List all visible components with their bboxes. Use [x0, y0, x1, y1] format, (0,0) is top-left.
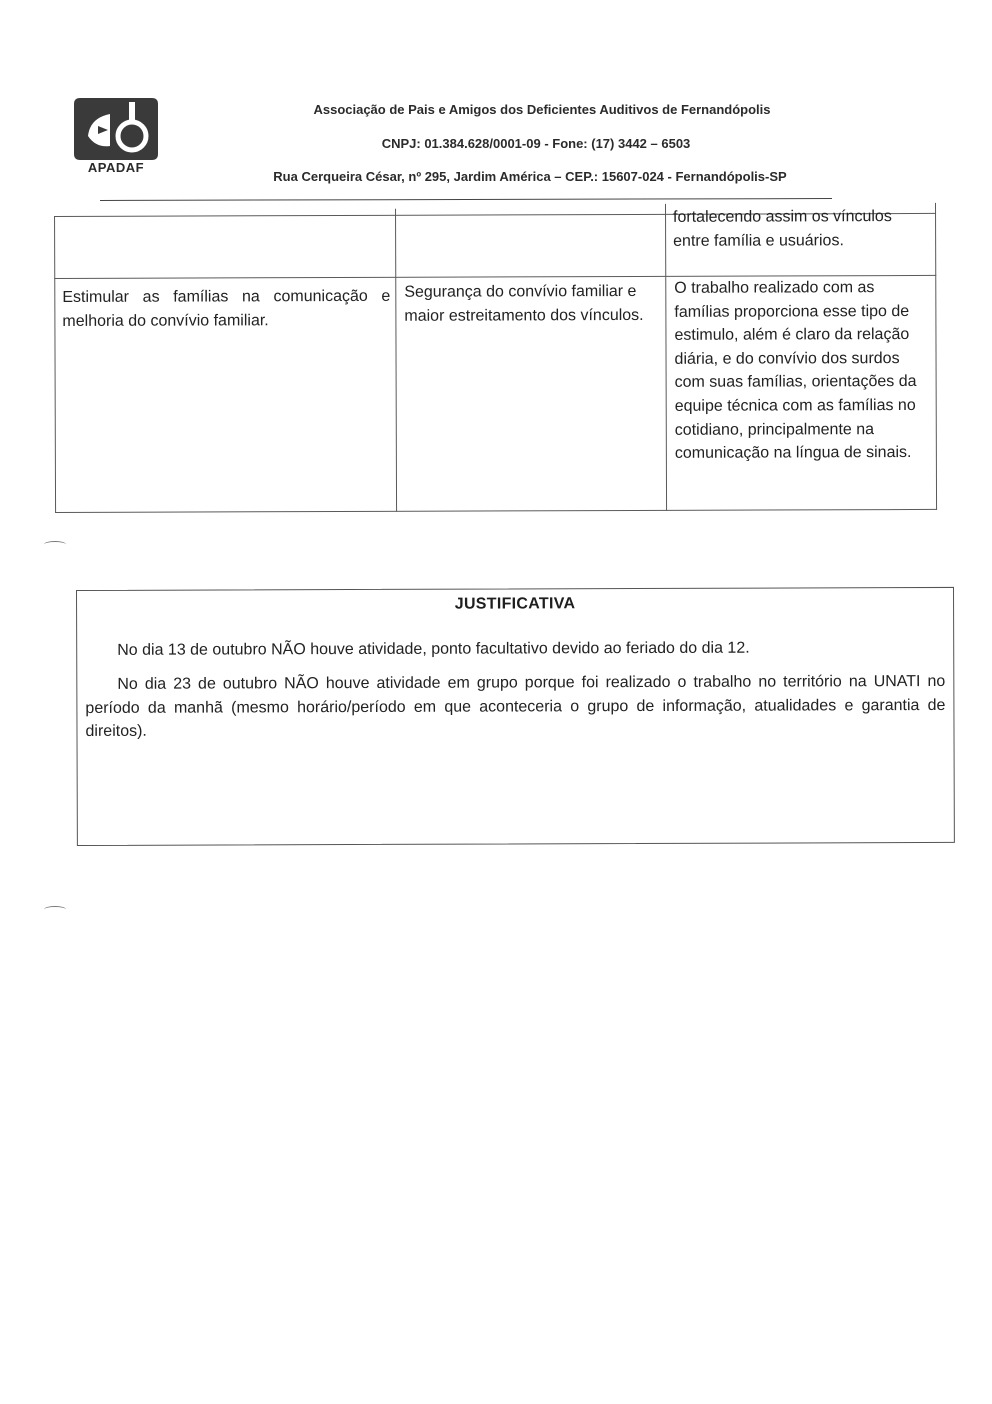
table-border-left [54, 216, 56, 513]
table-border-bottom [55, 509, 937, 513]
row1-col3-cell: fortalecendo assim os vínculos entre família e usuários. [673, 208, 892, 250]
scan-mark [44, 906, 66, 913]
header-divider [100, 198, 832, 201]
row1-col2-cell [404, 218, 658, 219]
justificativa-box [76, 587, 955, 846]
apadaf-logo [70, 96, 162, 176]
row2-col2-cell: Segurança do convívio familiar e maior estreitamento dos vínculos. [404, 282, 644, 325]
table-col-divider-2 [665, 204, 667, 511]
org-name: Associação de Pais e Amigos dos Deficientes Auditivos de Fernandópolis [313, 102, 771, 117]
row1-col1-cell [62, 219, 388, 220]
justificativa-paragraph-2: No dia 23 de outubro NÃO houve atividade em grupo porque foi realizado o trabalho no território na UNATI no período da manhã (mesmo horário/período em que aconteceria o grupo de informação, atualidades e garantia de direitos). [85, 672, 946, 740]
cnpj-phone: CNPJ: 01.384.628/0001-09 - Fone: (17) 3442 – 6503 [381, 136, 691, 151]
row2-col3-cell: O trabalho realizado com as famílias proporciona esse tipo de estimulo, além é claro da relação diária, e do convívio dos surdos com suas famílias, orientações da equipe técnica com as famílias no cotidiano, principalmente na comunicação na língua de sinais. [674, 279, 917, 462]
table-border-right [935, 203, 937, 510]
logo-text: APADAF [87, 160, 145, 175]
address: Rua Cerqueira César, nº 295, Jardim América – CEP.: 15607-024 - Fernandópolis-SP [273, 169, 787, 184]
table-col-divider-1 [395, 209, 397, 512]
logo-emblem-icon [70, 96, 162, 162]
justificativa-paragraph-1: No dia 13 de outubro NÃO houve atividade, ponto facultativo devido ao feriado do dia 12. [117, 639, 750, 659]
scan-mark [44, 541, 66, 548]
activities-table [54, 203, 937, 512]
row2-col1-cell: Estimular as famílias na comunicação e melhoria do convívio familiar. [62, 287, 391, 330]
justificativa-title: JUSTIFICATIVA [454, 595, 576, 613]
